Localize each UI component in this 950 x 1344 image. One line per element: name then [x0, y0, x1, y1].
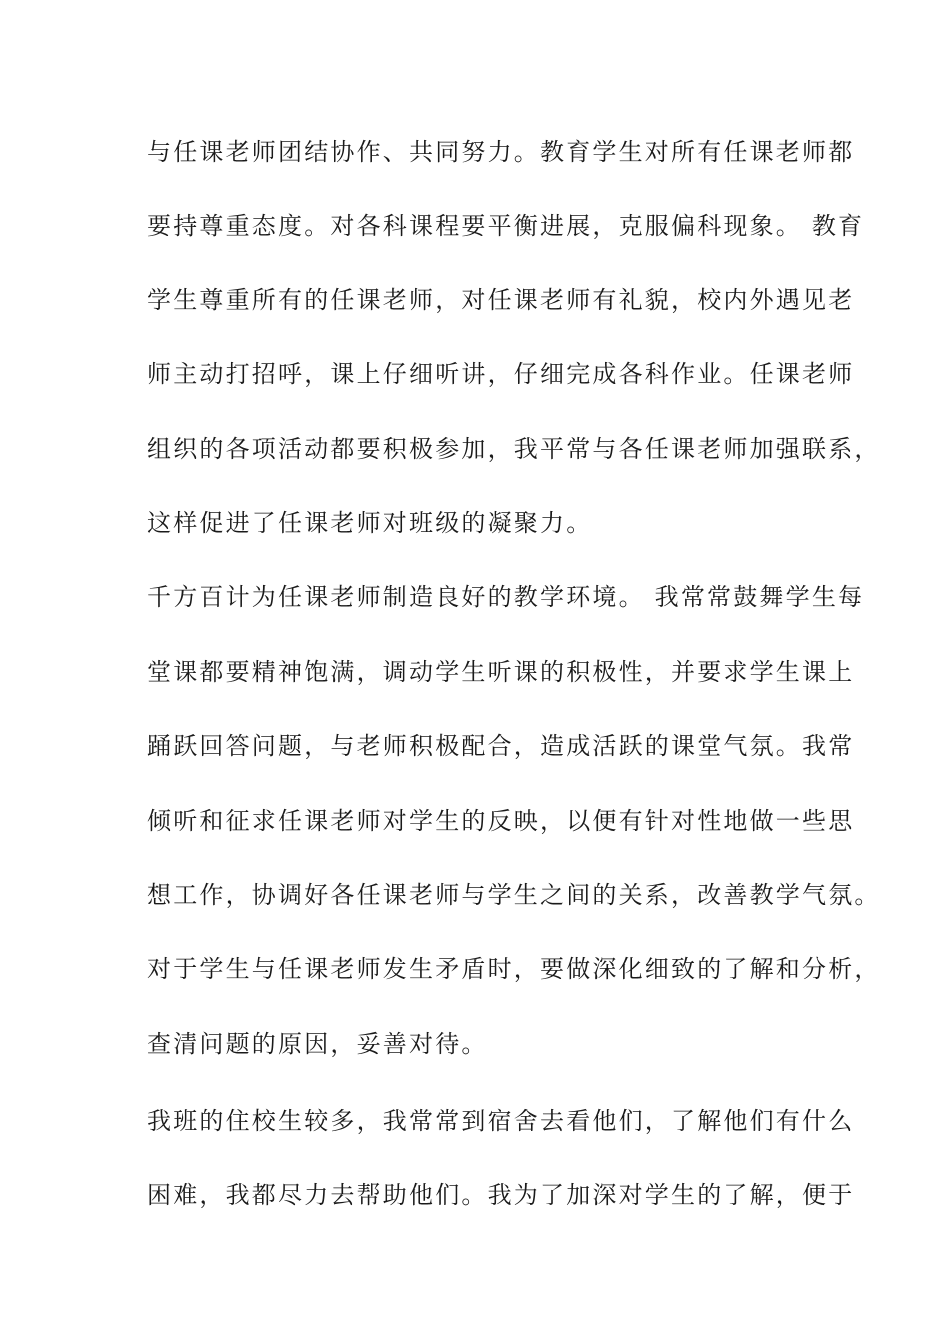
- text-line: 与任课老师团结协作、共同努力。教育学生对所有任课老师都: [147, 138, 855, 166]
- text-line: 倾听和征求任课老师对学生的反映，以便有针对性地做一些思: [147, 807, 855, 835]
- text-line: 组织的各项活动都要积极参加，我平常与各任课老师加强联系，: [147, 435, 881, 463]
- text-line: 师主动打招呼，课上仔细听讲，仔细完成各科作业。任课老师: [147, 360, 855, 388]
- text-line: 堂课都要精神饱满，调动学生听课的积极性，并要求学生课上: [147, 658, 855, 686]
- text-line: 千方百计为任课老师制造良好的教学环境。 我常常鼓舞学生每: [147, 583, 865, 611]
- text-line: 踊跃回答问题，与老师积极配合，造成活跃的课堂气氛。我常: [147, 732, 855, 760]
- text-line: 我班的住校生较多，我常常到宿舍去看他们，了解他们有什么: [147, 1107, 855, 1135]
- text-line: 学生尊重所有的任课老师，对任课老师有礼貌，校内外遇见老: [147, 286, 855, 314]
- text-line: 要持尊重态度。对各科课程要平衡进展，克服偏科现象。 教育: [147, 212, 865, 240]
- text-line: 想工作，协调好各任课老师与学生之间的关系，改善教学气氛。: [147, 881, 881, 909]
- text-line: 这样促进了任课老师对班级的凝聚力。: [147, 509, 593, 537]
- text-line: 困难，我都尽力去帮助他们。我为了加深对学生的了解，便于: [147, 1181, 855, 1209]
- text-line: 查清问题的原因，妥善对待。: [147, 1030, 488, 1058]
- text-line: 对于学生与任课老师发生矛盾时，要做深化细致的了解和分析，: [147, 955, 881, 983]
